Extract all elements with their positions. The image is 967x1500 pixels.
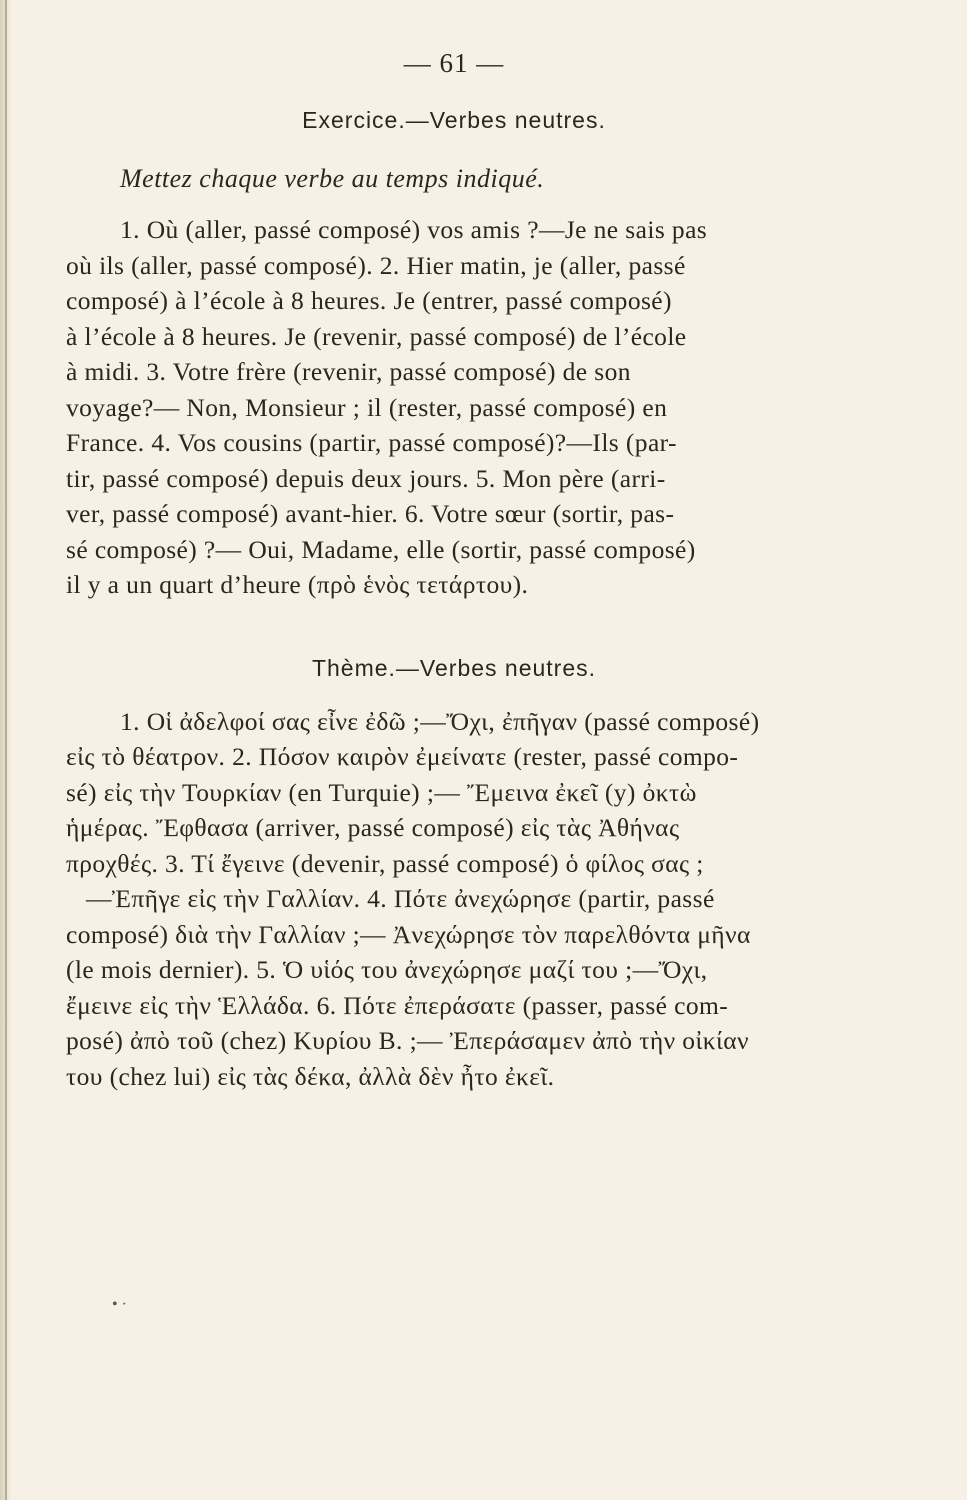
theme-line: του (chez lui) εἰς τὰς δέκα, ἀλλὰ δὲν ἦτο ἐκεῖ.: [66, 1061, 555, 1091]
exercise-line: composé) à l’école à 8 heures. Je (entrer, passé composé): [66, 286, 672, 315]
theme-line: προχθές. 3. Τί ἔγεινε (devenir, passé composé) ὁ φίλος σας ;: [66, 848, 704, 878]
page-binding-edge: [0, 0, 12, 1500]
exercise-line: tir, passé composé) depuis deux jours. 5. Mon père (arri-: [66, 463, 666, 493]
margin-mark: • ·: [112, 1296, 127, 1313]
theme-line: (le mois dernier). 5. Ὁ υἱός του ἀνεχώρησε μαζί του ;—Ὄχι,: [66, 955, 708, 984]
theme-line: composé) διὰ τὴν Γαλλίαν ;— Ἀνεχώρησε τὸν παρελθόντα μῆνα: [66, 919, 751, 949]
theme-line: ἔμεινε εἰς τὴν Ἑλλάδα. 6. Πότε ἐπεράσατε (passer, passé com-: [66, 990, 729, 1020]
exercise-line: ver, passé composé) avant-hier. 6. Votre sœur (sortir, pas-: [66, 499, 675, 528]
theme-line: εἰς τὸ θέατρον. 2. Πόσον καιρὸν ἐμείνατε (rester, passé compo-: [66, 742, 739, 771]
theme-line: ἡμέρας. Ἔφθασα (arriver, passé composé) εἰς τὰς Ἀθήνας: [66, 813, 680, 842]
theme-line: sé) εἰς τὴν Τουρκίαν (en Turquie) ;— Ἔμεινα ἐκεῖ (y) ὀκτὼ: [66, 777, 697, 807]
theme-line: 1. Οἱ ἀδελφοί σας εἶνε ἐδῶ ;—Ὄχι, ἐπῆγαν (passé composé): [120, 706, 760, 736]
exercise-line: il y a un quart d’heure (πρὸ ἑνὸς τετάρτου).: [66, 570, 529, 599]
theme-paragraph: [66, 704, 842, 1095]
theme-line: —Ἐπῆγε εἰς τὴν Γαλλίαν. 4. Πότε ἀνεχώρησε (partir, passé: [86, 884, 715, 913]
exercise-heading: Exercice.—Verbes neutres.: [302, 107, 606, 133]
theme-line: posé) ἀπὸ τοῦ (chez) Κυρίου Β. ;— Ἐπεράσαμεν ἀπὸ τὴν οἰκίαν: [66, 1026, 749, 1055]
page-content: [66, 48, 842, 1094]
exercise-line: voyage?— Non, Monsieur ; il (rester, passé composé) en: [66, 392, 668, 422]
page-number: — 61 —: [403, 48, 505, 78]
exercise-line: France. 4. Vos cousins (partir, passé composé)?—Ils (par-: [66, 428, 677, 457]
exercise-paragraph: [66, 212, 842, 603]
theme-heading: Thème.—Verbes neutres.: [311, 654, 597, 681]
exercise-line: 1. Où (aller, passé composé) vos amis ?—Je ne sais pas: [120, 215, 708, 244]
exercise-line: sé composé) ?— Oui, Madame, elle (sortir, passé composé): [66, 534, 696, 564]
exercise-line: où ils (aller, passé composé). 2. Hier matin, je (aller, passé: [66, 250, 686, 280]
exercise-line: à l’école à 8 heures. Je (revenir, passé composé) de l’école: [66, 321, 687, 351]
exercise-instruction: Mettez chaque verbe au temps indiqué.: [120, 164, 545, 193]
exercise-line: à midi. 3. Votre frère (revenir, passé composé) de son: [66, 357, 631, 386]
